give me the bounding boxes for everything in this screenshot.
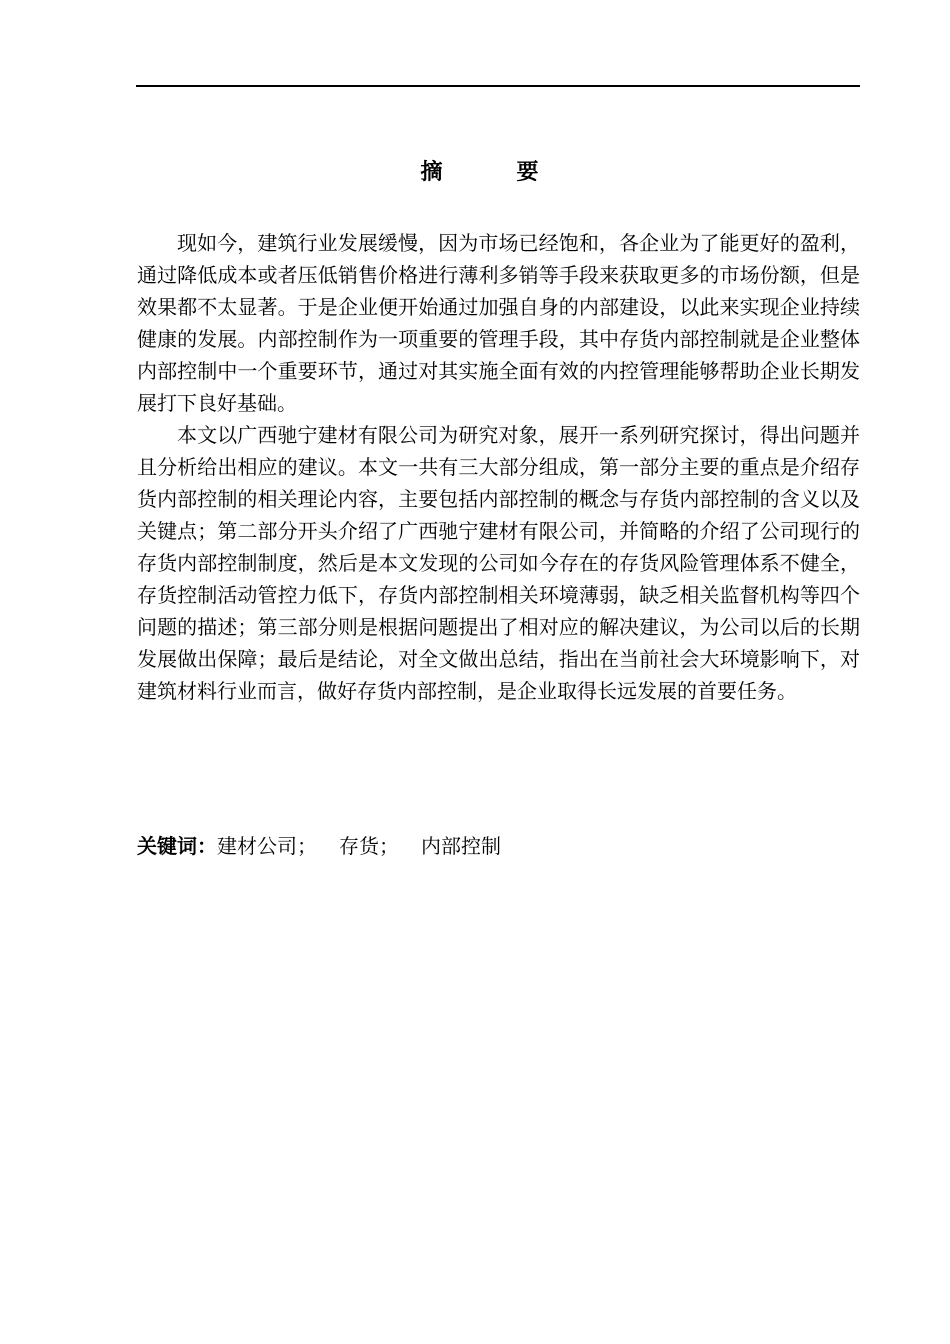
abstract-paragraph-2: 本文以广西驰宁建材有限公司为研究对象，展开一系列研究探讨，得出问题并且分析给出相应的建议。本文一共有三大部分组成，第一部分主要的重点是介绍存货内部控制的相关理论内容，主要包括内部控制的概念与存货内部控制的含义以及关键点；第二部分开头介绍了广西驰宁建材有限公司，并简略的介绍了公司现行的存货内部控制制度，然后是本文发现的公司如今存在的存货风险管理体系不健全，存货控制活动管控力低下，存货内部控制相关环境薄弱，缺乏相关监督机构等四个问题的描述；第三部分则是根据问题提出了相对应的解决建议，为公司以后的长期发展做出保障；最后是结论，对全文做出总结，指出在当前社会大环境影响下，对建筑材料行业而言，做好存货内部控制，是企业取得长远发展的首要任务。 bbox=[137, 423, 860, 703]
keyword-separator: ； bbox=[297, 834, 317, 858]
page-title: 摘 要 bbox=[420, 159, 565, 185]
keywords-label: 关键词： bbox=[137, 834, 217, 858]
keyword-separator: ； bbox=[379, 834, 399, 858]
keyword-item: 建材公司 bbox=[217, 834, 297, 858]
header-rule bbox=[136, 85, 860, 87]
keywords-line bbox=[137, 830, 501, 862]
keyword-item: 存货 bbox=[339, 834, 379, 858]
keyword-item: 内部控制 bbox=[421, 834, 501, 858]
abstract-body bbox=[137, 227, 860, 707]
abstract-paragraph-1: 现如今，建筑行业发展缓慢，因为市场已经饱和，各企业为了能更好的盈利，通过降低成本或者压低销售价格进行薄利多销等手段来获取更多的市场份额，但是效果都不太显著。于是企业便开始通过加强自身的内部建设，以此来实现企业持续健康的发展。内部控制作为一项重要的管理手段，其中存货内部控制就是企业整体内部控制中一个重要环节，通过对其实施全面有效的内控管理能够帮助企业长期发展打下良好基础。 bbox=[137, 231, 860, 415]
